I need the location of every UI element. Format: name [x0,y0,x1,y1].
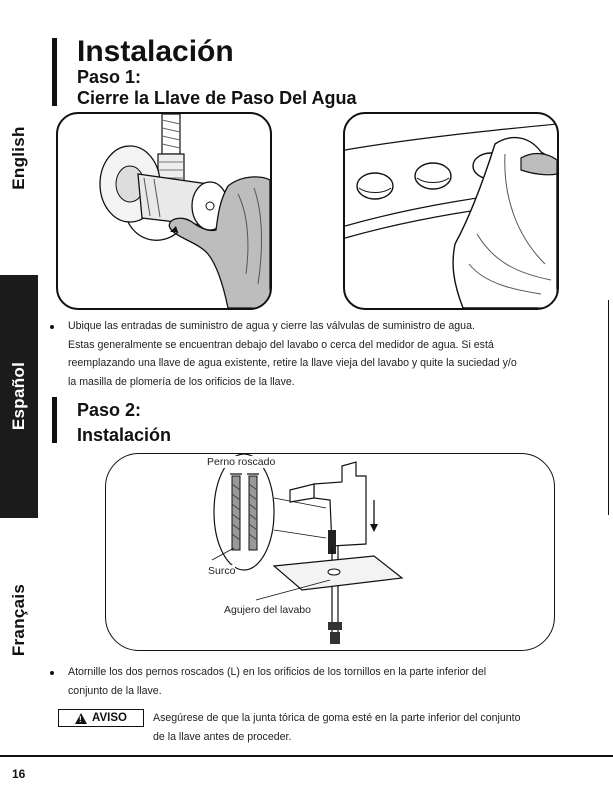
heading-bar [52,38,57,106]
valve-illustration [56,112,272,310]
step2-line-2: conjunto de la llave. [68,684,162,697]
step1-label: Paso 1: [77,67,142,87]
installation-diagram [105,453,555,651]
step2-instructions [68,663,568,700]
step1-line-1: Ubique las entradas de suministro de agua y cierre las válvulas de suministro de agua. [68,320,475,332]
bullet-dot [50,325,54,329]
warning-badge [58,709,144,727]
warning-icon: ! [75,713,87,724]
step1-instructions [68,317,568,391]
side-tab-espanol-label: Español [9,361,28,431]
groove-label: Surco [208,565,236,577]
step1-line-3: reemplazando una llave de agua existente, retire la llave vieja del lavabo y quite la suciedad y/o [68,357,517,369]
step2-line-1: Atornille los dos pernos roscados (L) en los orificios de los tornillos en la parte inferior del [68,666,487,678]
step1-line-4: la masilla de plomería de los orificios de la llave. [68,375,295,388]
side-tab-english-label: English [9,126,28,190]
step2-label: Paso 2: [77,400,142,420]
side-tab-francais-label: Français [9,583,28,657]
threaded-bolt-label: Perno roscado [207,456,276,468]
footer-rule [0,755,613,757]
warning-line-2: de la llave antes de proceder. [153,730,292,743]
right-margin-mark [608,300,609,515]
step2-heading-bar [52,397,57,443]
side-tab-francais[interactable] [0,560,38,680]
side-tab-espanol[interactable] [0,275,38,518]
page-number: 16 [12,767,26,781]
warning-text [153,709,573,746]
bullet-dot [50,671,54,675]
warning-line-1: Asegúrese de que la junta tórica de goma esté en la parte inferior del conjunto [153,712,521,724]
sink-holes-illustration [343,112,559,310]
sink-hole-label: Agujero del lavabo [224,604,311,616]
page-title: Instalación [77,35,234,68]
step2-subtitle: Instalación [77,425,172,445]
side-tab-english[interactable] [0,110,38,275]
step1-line-2: Estas generalmente se encuentran debajo del lavabo o cerca del medidor de agua. Si está [68,338,494,351]
warning-badge-label: AVISO [92,712,127,724]
step1-subtitle: Cierre la Llave de Paso Del Agua [77,88,357,108]
